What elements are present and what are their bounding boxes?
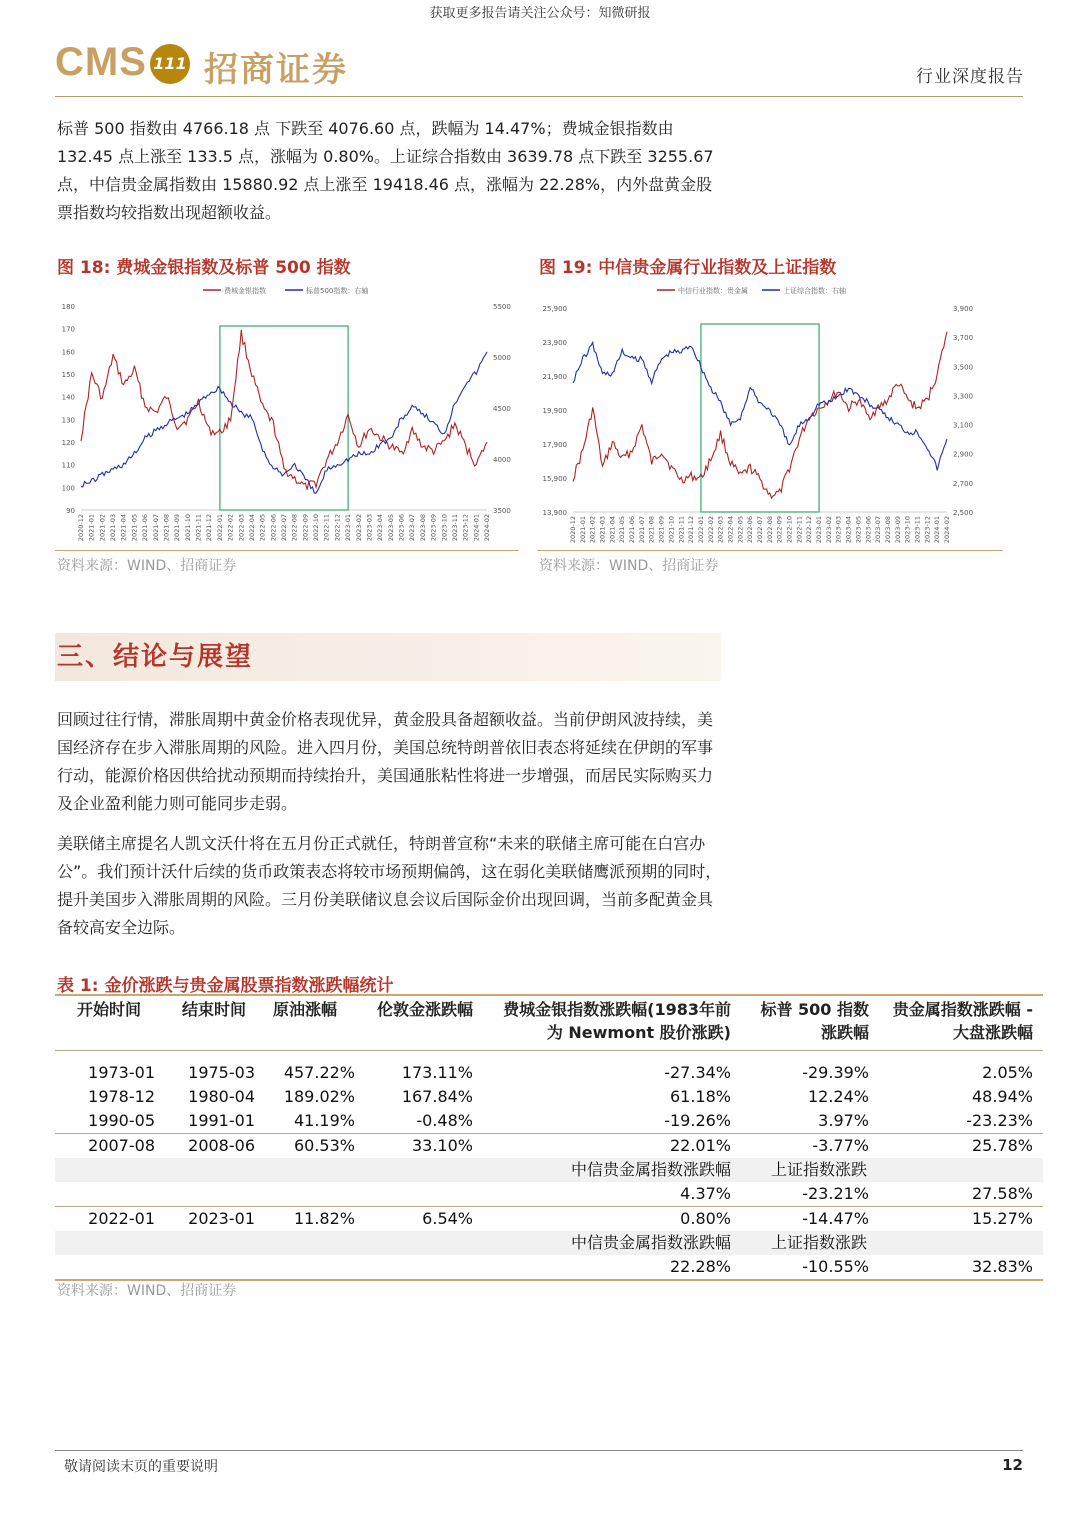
x-tick-label: 2021-06 xyxy=(141,514,150,542)
x-tick-label: 2021-07 xyxy=(151,514,160,542)
y-left-tick-label: 180 xyxy=(61,303,75,311)
series-line-right xyxy=(81,352,487,493)
x-tick-label: 2022-02 xyxy=(226,514,235,542)
cell: 11.82% xyxy=(265,1207,365,1232)
x-tick-label: 2023-04 xyxy=(844,516,853,544)
figure19-chart xyxy=(537,278,1003,550)
col-header-excess: 贵金属指数涨跌幅 - 大盘涨跌幅 xyxy=(892,1000,1033,1042)
x-tick-label: 2021-07 xyxy=(637,516,646,544)
table-row xyxy=(55,1255,1043,1280)
x-tick-label: 2021-01 xyxy=(578,516,587,544)
x-tick-label: 2023-08 xyxy=(883,516,892,544)
series-line-left xyxy=(81,330,487,490)
cell: 2022-01 xyxy=(55,1207,165,1232)
x-tick-label: 2023-12 xyxy=(461,514,470,542)
y-right-tick-label: 5000 xyxy=(493,354,511,362)
x-tick-label: 2022-08 xyxy=(765,516,774,544)
x-tick-label: 2023-01 xyxy=(344,514,353,542)
cell: 173.11% xyxy=(401,1063,473,1082)
x-tick-label: 2021-10 xyxy=(183,514,192,542)
x-tick-label: 2022-01 xyxy=(215,514,224,542)
x-tick-label: 2021-04 xyxy=(119,514,128,542)
cell: -23.23% xyxy=(966,1111,1033,1130)
cell: 2.05% xyxy=(982,1063,1033,1082)
cell: -19.26% xyxy=(664,1111,731,1130)
cell: 3.97% xyxy=(818,1111,869,1130)
table1-source: 资料来源：WIND、招商证券 xyxy=(57,1283,237,1299)
page-number: 12 xyxy=(1002,1456,1023,1474)
x-tick-label: 2023-04 xyxy=(376,514,385,542)
x-tick-label: 2022-04 xyxy=(247,514,256,542)
conclusion-paragraph-1: 回顾过往行情，滞胀周期中黄金价格表现优异，黄金股具备超额收益。当前伊朗风波持续，美国经济存在步入滞胀周期的风险。进入四月份，美国总统特朗普依旧表态将延续在伊朗的军事行动，能源价格因供给扰动预期而持续抬升，美国通胀粘性将进一步增强，而居民实际购买力及企业盈利能力则可能同步走弱。 xyxy=(57,710,714,813)
figure18-chart-box xyxy=(55,278,519,551)
x-tick-label: 2023-05 xyxy=(386,514,395,542)
x-tick-label: 2023-03 xyxy=(365,514,374,542)
y-left-tick-label: 140 xyxy=(61,393,75,402)
x-tick-label: 2022-11 xyxy=(322,514,331,542)
header-divider xyxy=(55,96,1023,97)
conclusion-paragraph-2: 美联储主席提名人凯文沃什将在五月份正式就任，特朗普宣称“未来的联储主席可能在白宫办公”。我们预计沃什后续的货币政策表态将较市场预期偏鸽，这在弱化美联储鹰派预期的同时，提升美国步入滞胀周期的风险。三月份美联储议息会议后国际金价出现回调，当前多配黄金具备较高安全边际。 xyxy=(57,834,722,937)
cell: 中信贵金属指数涨跌幅 xyxy=(483,1158,741,1182)
x-tick-label: 2021-12 xyxy=(687,516,696,544)
logo-company-name: 招商证券 xyxy=(204,50,348,90)
cell: 1991-01 xyxy=(188,1111,255,1130)
y-left-tick-label: 110 xyxy=(61,461,75,470)
y-left-tick-label: 170 xyxy=(61,325,75,334)
x-tick-label: 2022-05 xyxy=(736,516,745,544)
col-header-oil: 原油涨幅 xyxy=(273,1000,338,1019)
y-left-tick-label: 90 xyxy=(66,507,75,515)
intro-paragraph: 标普 500 指数由 4766.18 点 下跌至 4076.60 点，跌幅为 14.47%；费城金银指数由 132.45 点上涨至 133.5 点，涨幅为 0.80%。上证综合指数由 3639.78 点下跌至 3255.67 点，中信贵金属指数由 15880.92 点上涨至 19418.46 点，涨幅为 22.28%，内外盘黄金股票指数均较指数出现超额收益。 xyxy=(57,119,714,222)
x-tick-label: 2021-02 xyxy=(588,516,597,544)
x-tick-label: 2023-10 xyxy=(903,516,912,544)
x-tick-label: 2022-02 xyxy=(706,516,715,544)
y-right-tick-label: 2,500 xyxy=(953,509,974,517)
x-tick-label: 2023-08 xyxy=(418,514,427,542)
table-subheader-row xyxy=(55,1158,1043,1182)
x-tick-label: 2022-11 xyxy=(795,516,804,544)
cell: 1978-12 xyxy=(88,1087,155,1106)
footer-divider xyxy=(55,1450,1023,1451)
cell: 中信贵金属指数涨跌幅 xyxy=(483,1231,741,1255)
table-header-row xyxy=(55,995,1043,1051)
x-tick-label: 2022-06 xyxy=(746,516,755,544)
cell: 25.78% xyxy=(879,1134,1043,1159)
y-right-tick-label: 5500 xyxy=(493,303,511,311)
table1 xyxy=(55,994,1043,1281)
cell: 4.37% xyxy=(680,1184,731,1203)
table-row xyxy=(55,1182,1043,1207)
x-tick-label: 2023-11 xyxy=(913,516,922,544)
x-tick-label: 2023-05 xyxy=(854,516,863,544)
logo-cms-text: CMS xyxy=(55,40,147,84)
y-left-tick-label: 13,900 xyxy=(542,509,567,517)
y-left-tick-label: 25,900 xyxy=(542,305,567,313)
x-tick-label: 2021-03 xyxy=(109,514,118,542)
table-subheader-row xyxy=(55,1231,1043,1255)
x-tick-label: 2023-09 xyxy=(429,514,438,542)
cell: 22.01% xyxy=(483,1134,741,1159)
cell: 上证指数涨跌 xyxy=(741,1231,879,1255)
col-header-gold: 伦敦金涨跌幅 xyxy=(376,1000,473,1019)
x-tick-label: 2020-12 xyxy=(77,514,85,542)
legend-label: 费城金银指数 xyxy=(224,287,266,295)
legend-label: 上证综合指数：右轴 xyxy=(783,287,846,295)
figure18-source: 资料来源：WIND、招商证券 xyxy=(57,558,237,574)
col-header-start: 开始时间 xyxy=(76,1000,141,1019)
y-left-tick-label: 100 xyxy=(61,484,75,493)
table-row xyxy=(55,1085,1043,1109)
x-tick-label: 2022-08 xyxy=(290,514,299,542)
x-tick-label: 2021-06 xyxy=(628,516,637,544)
cell: 22.28% xyxy=(483,1255,741,1280)
cell: 48.94% xyxy=(971,1087,1033,1106)
x-tick-label: 2022-01 xyxy=(696,516,705,544)
x-tick-label: 2021-09 xyxy=(657,516,666,544)
cell: -3.77% xyxy=(741,1134,879,1159)
y-left-tick-label: 23,900 xyxy=(542,339,567,347)
cell: 189.02% xyxy=(283,1087,355,1106)
series-line-right xyxy=(573,342,947,470)
figure19-chart-box xyxy=(537,278,1003,551)
figure19-title: 图 19: 中信贵金属行业指数及上证指数 xyxy=(539,258,837,278)
y-left-tick-label: 120 xyxy=(61,439,75,447)
x-tick-label: 2022-12 xyxy=(333,514,342,542)
table1-title: 表 1: 金价涨跌与贵金属股票指数涨跌幅统计 xyxy=(57,976,394,996)
cell: 32.83% xyxy=(879,1255,1043,1280)
cell: 41.19% xyxy=(293,1111,355,1130)
x-tick-label: 2022-09 xyxy=(775,516,784,544)
table-row xyxy=(55,1061,1043,1085)
x-tick-label: 2022-07 xyxy=(756,516,764,544)
y-right-tick-label: 3500 xyxy=(493,507,511,515)
x-tick-label: 2021-05 xyxy=(130,514,139,542)
cell: -29.39% xyxy=(802,1063,869,1082)
section-title: 三、结论与展望 xyxy=(57,642,254,672)
cell: 33.10% xyxy=(365,1134,483,1159)
cell: 1973-01 xyxy=(88,1063,155,1082)
x-tick-label: 2022-06 xyxy=(269,514,278,542)
x-tick-label: 2023-07 xyxy=(874,516,883,544)
x-tick-label: 2022-03 xyxy=(237,514,246,542)
x-tick-label: 2022-07 xyxy=(280,514,288,542)
x-tick-label: 2024-02 xyxy=(943,516,951,544)
x-tick-label: 2023-06 xyxy=(864,516,873,544)
x-tick-label: 2022-05 xyxy=(258,514,267,542)
x-tick-label: 2022-10 xyxy=(785,516,794,544)
x-tick-label: 2020-12 xyxy=(569,516,577,544)
y-right-tick-label: 3,300 xyxy=(953,392,974,401)
cell: 60.53% xyxy=(265,1134,365,1159)
x-tick-label: 2021-11 xyxy=(194,514,203,542)
figure19-source: 资料来源：WIND、招商证券 xyxy=(539,558,719,574)
x-tick-label: 2021-09 xyxy=(173,514,182,542)
x-tick-label: 2022-03 xyxy=(716,516,725,544)
x-tick-label: 2023-02 xyxy=(354,514,363,542)
y-right-tick-label: 3,100 xyxy=(953,421,974,430)
cell: 上证指数涨跌 xyxy=(741,1158,879,1182)
x-tick-label: 2023-10 xyxy=(440,514,449,542)
x-tick-label: 2021-03 xyxy=(598,516,607,544)
cell: 15.27% xyxy=(879,1207,1043,1232)
y-left-tick-label: 21,900 xyxy=(542,373,567,381)
col-header-end: 结束时间 xyxy=(181,1000,246,1019)
y-right-tick-label: 3,500 xyxy=(953,363,974,372)
x-tick-label: 2021-01 xyxy=(87,514,96,542)
y-left-tick-label: 19,900 xyxy=(542,407,567,415)
cell: 167.84% xyxy=(401,1087,473,1106)
cell: 61.18% xyxy=(669,1087,731,1106)
x-tick-label: 2023-06 xyxy=(397,514,406,542)
legend-label: 中信行业指数：贵金属 xyxy=(678,287,748,295)
x-tick-label: 2022-12 xyxy=(805,516,814,544)
x-tick-label: 2021-08 xyxy=(162,514,171,542)
y-right-tick-label: 3,900 xyxy=(953,305,974,313)
x-tick-label: 2021-11 xyxy=(677,516,686,544)
y-left-tick-label: 130 xyxy=(61,416,75,425)
x-tick-label: 2023-03 xyxy=(834,516,843,544)
x-tick-label: 2021-04 xyxy=(608,516,617,544)
y-right-tick-label: 2,700 xyxy=(953,479,974,488)
cell: 2023-01 xyxy=(165,1207,265,1232)
x-tick-label: 2022-09 xyxy=(301,514,310,542)
cell: -10.55% xyxy=(741,1255,879,1280)
x-tick-label: 2021-02 xyxy=(98,514,107,542)
cell: 457.22% xyxy=(283,1063,355,1082)
y-left-tick-label: 160 xyxy=(61,348,75,357)
cell: -14.47% xyxy=(741,1207,879,1232)
legend-label: 标普500指数：右轴 xyxy=(306,287,369,295)
cell: 2007-08 xyxy=(55,1134,165,1159)
x-tick-label: 2022-10 xyxy=(312,514,321,542)
x-tick-label: 2024-01 xyxy=(472,514,481,542)
x-tick-label: 2021-10 xyxy=(667,516,676,544)
y-left-tick-label: 17,900 xyxy=(542,441,567,449)
table-row xyxy=(55,1207,1043,1232)
y-right-tick-label: 4500 xyxy=(493,405,511,413)
cell: 27.58% xyxy=(971,1184,1033,1203)
col-header-xau: 费城金银指数涨跌幅(1983年前为 Newmont 股价涨跌) xyxy=(503,1000,731,1042)
y-right-tick-label: 4000 xyxy=(493,456,511,464)
cell: -27.34% xyxy=(664,1063,731,1082)
logo-badge-icon: 111 xyxy=(150,44,190,84)
footer-note: 敬请阅读末页的重要说明 xyxy=(64,1459,218,1475)
x-tick-label: 2024-02 xyxy=(483,514,491,542)
x-tick-label: 2021-12 xyxy=(205,514,214,542)
cell: 6.54% xyxy=(365,1207,483,1232)
highlight-box xyxy=(701,324,819,512)
x-tick-label: 2023-07 xyxy=(408,514,417,542)
figure18-title: 图 18: 费城金银指数及标普 500 指数 xyxy=(57,258,351,278)
y-right-tick-label: 2,900 xyxy=(953,450,974,459)
table-row xyxy=(55,1134,1043,1159)
x-tick-label: 2023-02 xyxy=(824,516,833,544)
cell: 1980-04 xyxy=(188,1087,255,1106)
table-row xyxy=(55,1109,1043,1134)
figure18-chart xyxy=(55,278,519,550)
cell: -23.21% xyxy=(802,1184,869,1203)
x-tick-label: 2023-11 xyxy=(450,514,459,542)
x-tick-label: 2023-12 xyxy=(923,516,932,544)
x-tick-label: 2023-09 xyxy=(893,516,902,544)
x-tick-label: 2023-01 xyxy=(815,516,824,544)
col-header-spx: 标普 500 指数涨跌幅 xyxy=(760,1000,869,1042)
cell: 0.80% xyxy=(483,1207,741,1232)
x-tick-label: 2022-04 xyxy=(726,516,735,544)
cell: 1990-05 xyxy=(88,1111,155,1130)
x-tick-label: 2021-05 xyxy=(618,516,627,544)
x-tick-label: 2024-01 xyxy=(933,516,942,544)
y-right-tick-label: 3,700 xyxy=(953,334,974,343)
x-tick-label: 2021-08 xyxy=(647,516,656,544)
y-left-tick-label: 15,900 xyxy=(542,475,567,483)
report-type: 行业深度报告 xyxy=(916,67,1024,87)
top-note: 获取更多报告请关注公众号：知微研报 xyxy=(429,6,651,21)
cell: 2008-06 xyxy=(165,1134,265,1159)
cell: 1975-03 xyxy=(188,1063,255,1082)
y-left-tick-label: 150 xyxy=(61,371,75,379)
cell: 12.24% xyxy=(807,1087,869,1106)
cell: -0.48% xyxy=(416,1111,473,1130)
